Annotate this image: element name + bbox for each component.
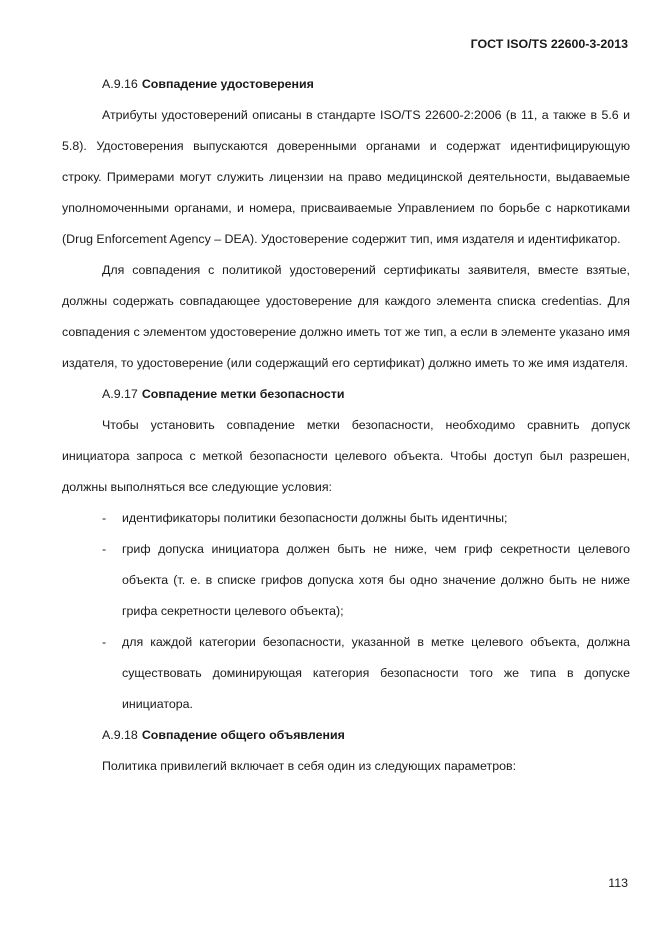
section-number: A.9.18 xyxy=(102,728,138,742)
document-body xyxy=(62,69,630,782)
section-heading-a916 xyxy=(62,69,630,100)
section-number: A.9.16 xyxy=(102,77,138,91)
condition-list xyxy=(62,503,630,720)
list-item xyxy=(62,534,630,627)
section-heading-a917 xyxy=(62,379,630,410)
list-item xyxy=(62,503,630,534)
list-item-text: идентификаторы политики безопасности должны быть идентичны; xyxy=(122,511,508,525)
paragraph: Атрибуты удостоверений описаны в стандарте ISO/TS 22600-2:2006 (в 11, а также в 5.6 и 5.8). Удостоверения выпускаются доверенными органами и содержат идентифицирующую строку. Примерами могут служить лицензии на право медицинской деятельности, выдаваемые уполномоченными органами, и номера, присваиваемые Управлением по борьбе с наркотиками (Drug Enforcement Agency – DEA). Удостоверение содержит тип, имя издателя и идентификатор. xyxy=(62,108,630,246)
list-dash: - xyxy=(102,511,107,525)
list-dash: - xyxy=(102,542,107,556)
section-number: A.9.17 xyxy=(102,387,138,401)
section-title: Совпадение удостоверения xyxy=(141,77,314,91)
paragraph: Для совпадения с политикой удостоверений сертификаты заявителя, вместе взятые, должны содержать совпадающее удостоверение для каждого элемента списка credentias. Для совпадения с элементом удостоверение должно иметь тот же тип, а если в элементе указано имя издателя, то удостоверение (или содержащий его сертификат) должно иметь то же имя издателя. xyxy=(62,263,630,370)
page-number: 113 xyxy=(608,876,628,890)
list-item-text: гриф допуска инициатора должен быть не ниже, чем гриф секретности целевого объекта (т. е. в списке грифов допуска хотя бы одно значение должно быть не ниже грифа секретности целевого объекта); xyxy=(122,542,630,618)
section-title: Совпадение общего объявления xyxy=(141,728,345,742)
list-dash: - xyxy=(102,635,107,649)
document-header: ГОСТ ISO/TS 22600-3-2013 xyxy=(470,37,628,51)
paragraph: Политика привилегий включает в себя один из следующих параметров: xyxy=(102,759,517,773)
paragraph: Чтобы установить совпадение метки безопасности, необходимо сравнить допуск инициатора запроса с меткой безопасности целевого объекта. Чтобы доступ был разрешен, должны выполняться все следующие условия: xyxy=(62,418,630,494)
list-item-text: для каждой категории безопасности, указанной в метке целевого объекта, должна существовать доминирующая категория безопасности того же типа в допуске инициатора. xyxy=(122,635,630,711)
section-heading-a918 xyxy=(62,720,630,751)
list-item xyxy=(62,627,630,720)
section-title: Совпадение метки безопасности xyxy=(141,387,345,401)
